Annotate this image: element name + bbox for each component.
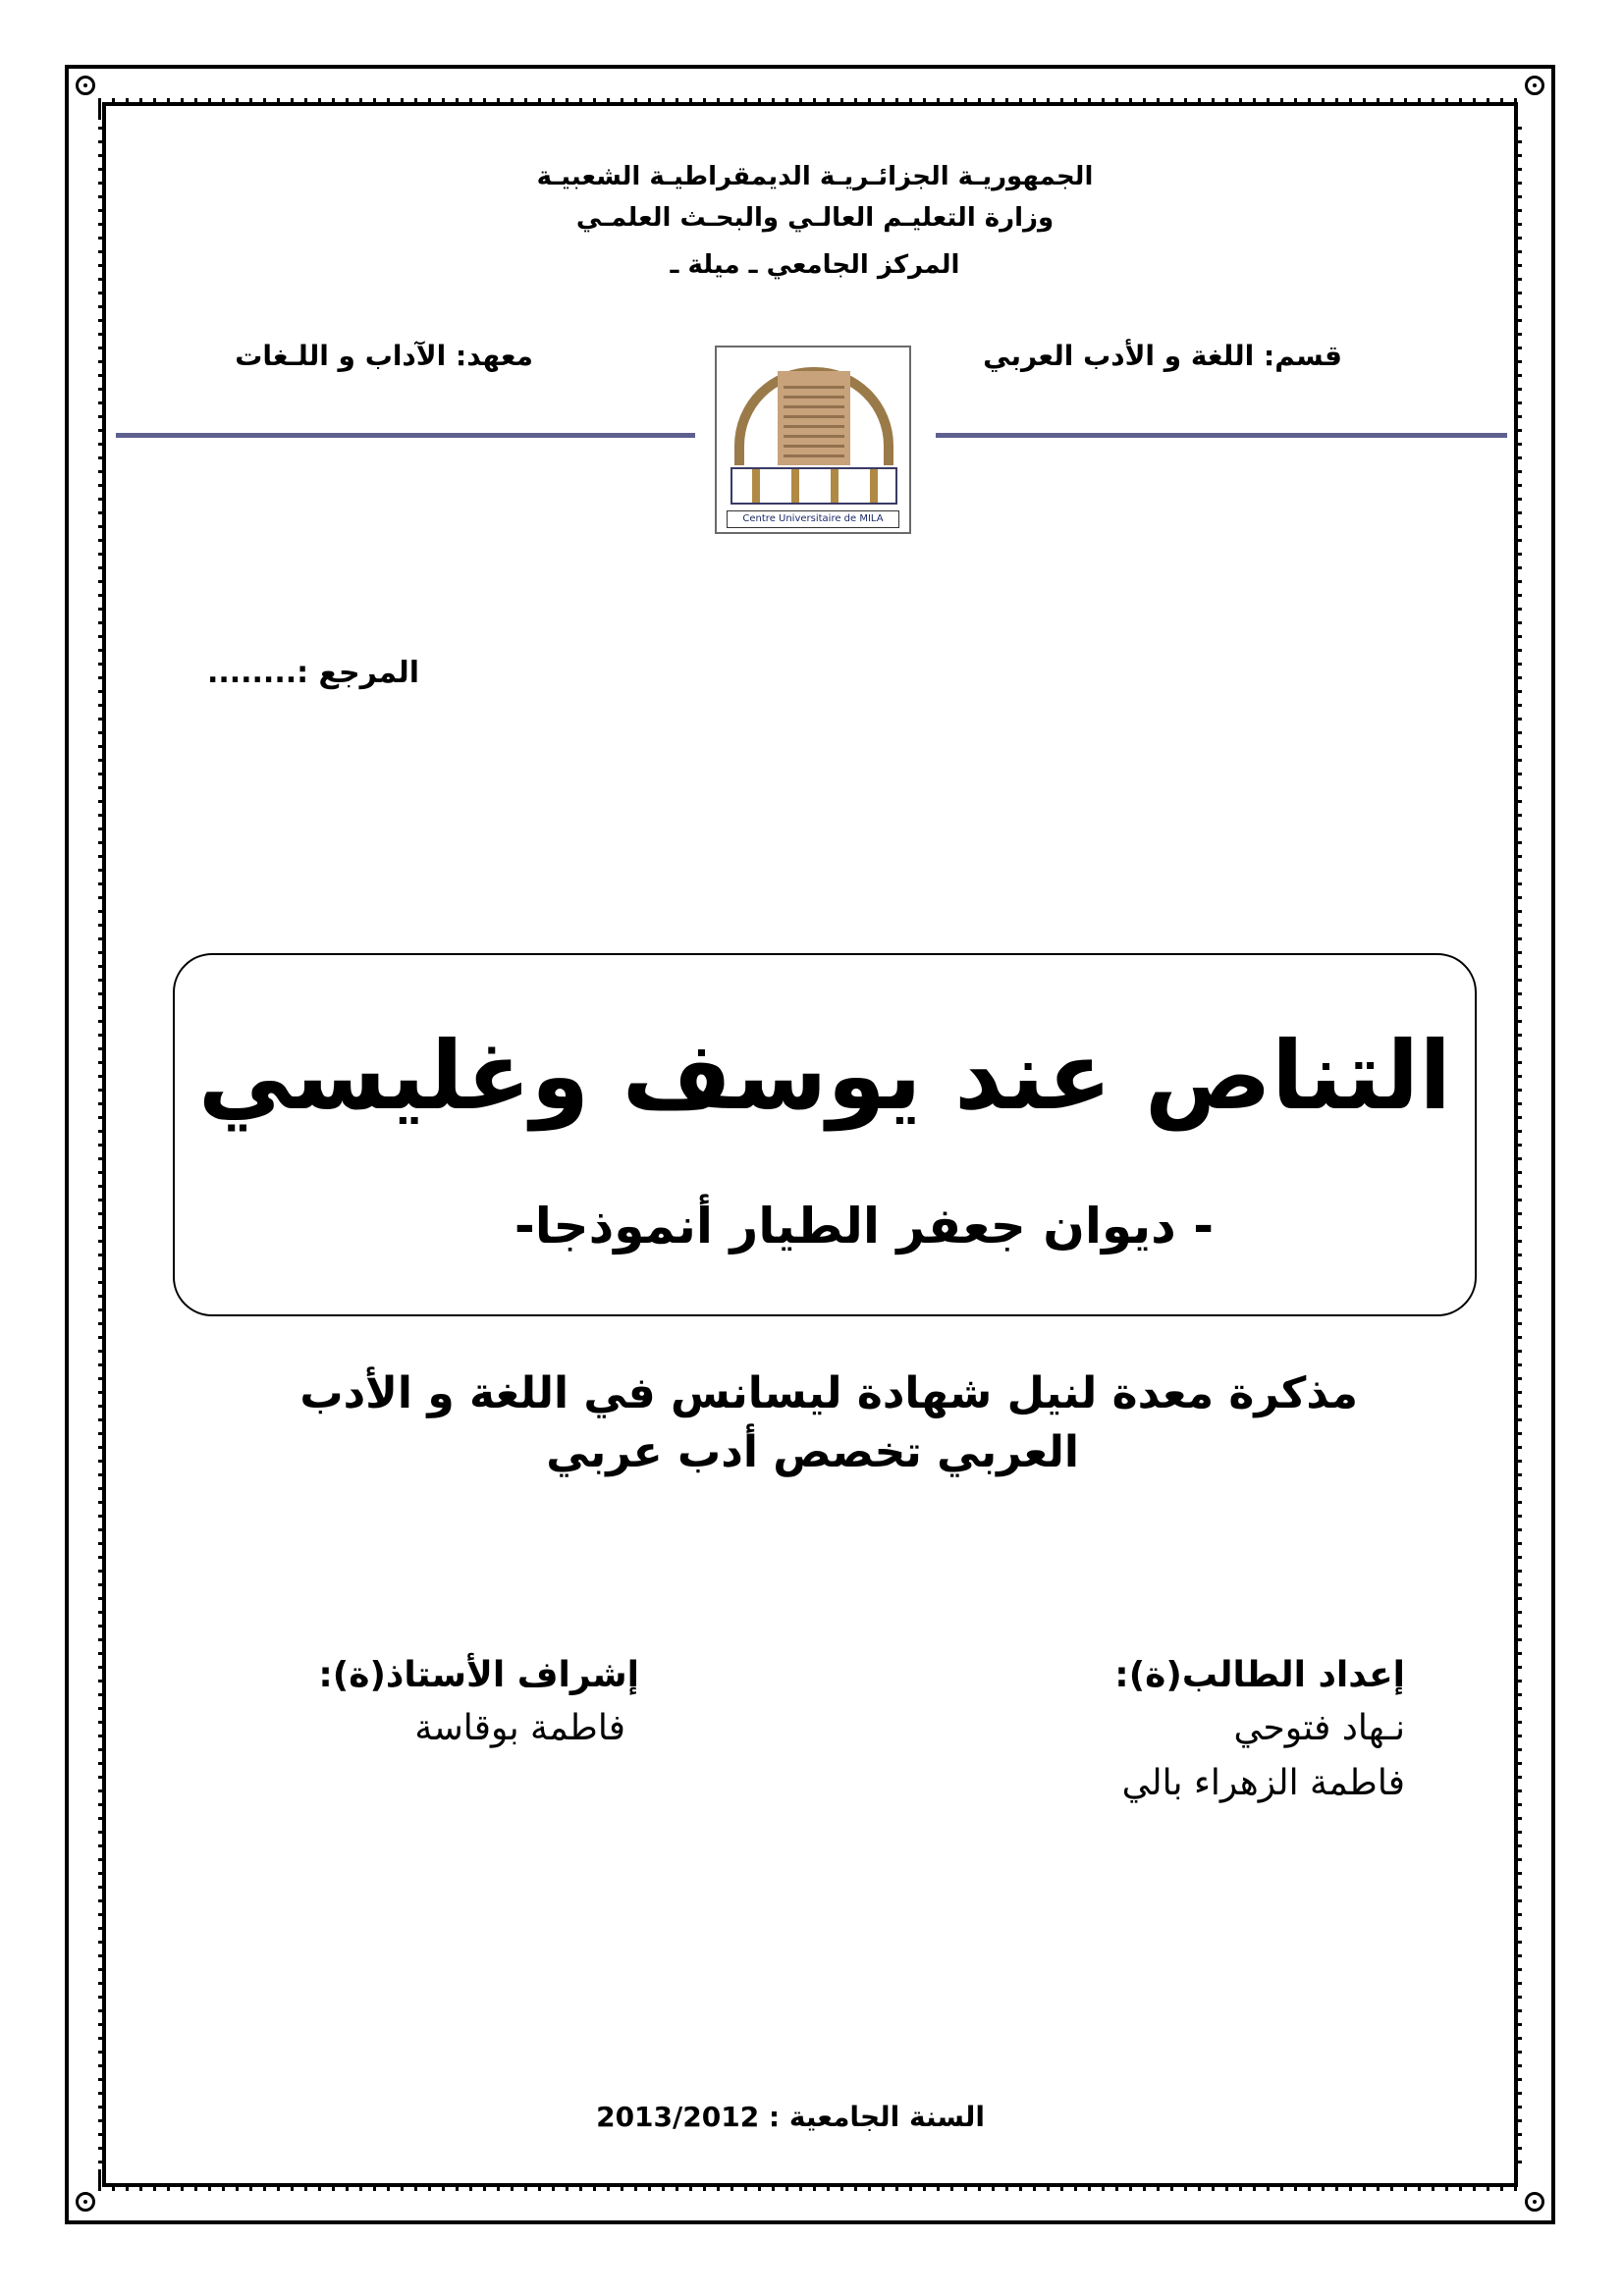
- corner-ornament-bottom-right: [1525, 2192, 1544, 2212]
- thesis-subtitle: - ديوان جعفر الطيار أنموذجا-: [514, 1198, 1214, 1255]
- supervisor-label: إشراف الأستاذ(ة):: [318, 1655, 639, 1695]
- center-line: المركز الجامعي ـ ميلة ـ: [670, 250, 960, 280]
- university-logo: [715, 346, 911, 534]
- memo-line-1: مذكرة معدة لنيل شهادة ليسانس في اللغة و الأدب: [299, 1368, 1358, 1418]
- logo-colonnade-icon: [730, 467, 897, 505]
- student-name-1: نـهاد فتوحي: [1233, 1708, 1405, 1748]
- logo-caption: Centre Universitaire de MILA: [727, 510, 899, 528]
- corner-ornament-bottom-left: [76, 2192, 95, 2212]
- divider-left: [116, 433, 695, 438]
- title-box: [173, 953, 1477, 1316]
- republic-line: الجمهوريـة الجزائـريـة الديمقراطيـة الشعبيـة: [536, 162, 1094, 191]
- department-label: قسم: اللغة و الأدب العربي: [983, 340, 1342, 372]
- divider-right: [936, 433, 1507, 438]
- academic-year: السنة الجامعية : 2013/2012: [596, 2101, 985, 2133]
- corner-ornament-top-right: [1525, 76, 1544, 95]
- thesis-title: التناص عند يوسف وغليسي: [197, 1021, 1452, 1131]
- header-block: [422, 157, 1208, 287]
- supervisor-name: فاطمة بوقاسة: [414, 1708, 625, 1748]
- students-label: إعداد الطالب(ة):: [1114, 1655, 1405, 1695]
- logo-building-icon: [778, 371, 850, 465]
- ministry-line: وزارة التعليـم العالـي والبحـث العلمـي: [575, 203, 1055, 233]
- corner-ornament-top-left: [76, 76, 95, 95]
- memo-line-2: العربي تخصص أدب عربي: [546, 1427, 1079, 1477]
- institute-label: معهد: الآداب و اللـغات: [235, 340, 533, 372]
- student-name-2: فاطمة الزهراء بالي: [1121, 1763, 1405, 1803]
- reference-label: المرجع :........: [206, 656, 419, 690]
